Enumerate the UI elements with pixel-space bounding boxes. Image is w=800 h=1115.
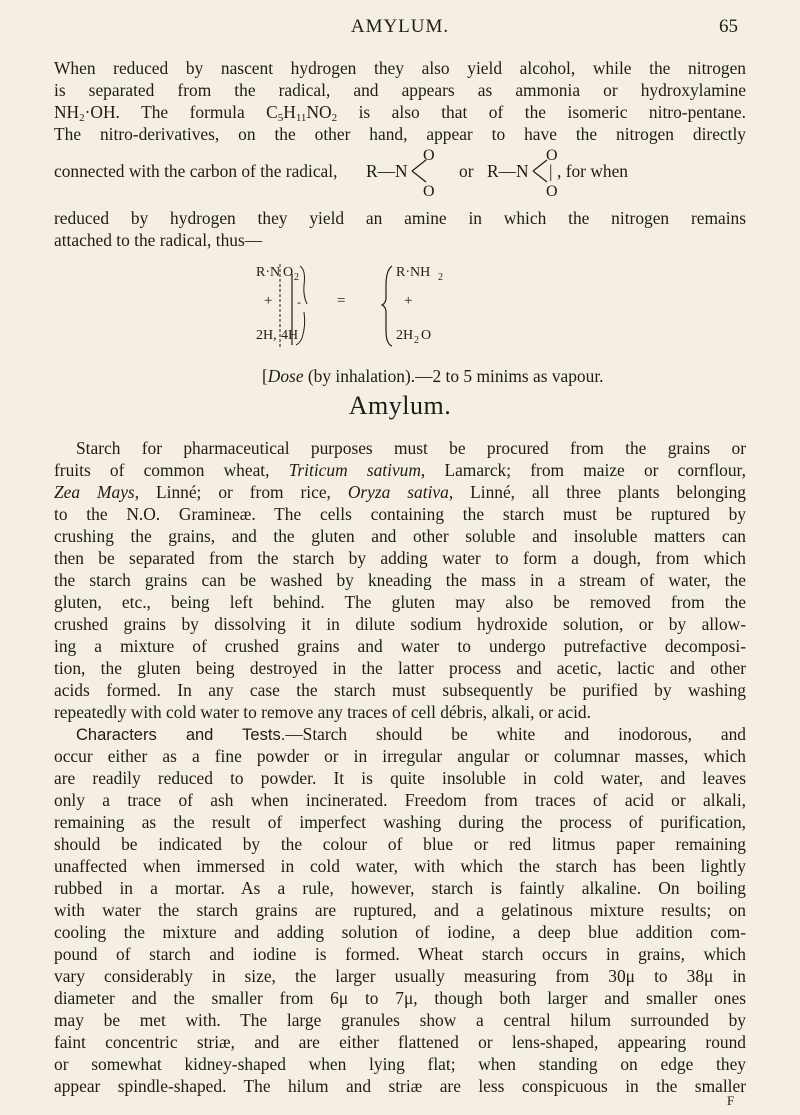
reaction-equation [256, 264, 443, 348]
eq-left-top: R·N [256, 265, 281, 280]
bond-line [412, 171, 426, 182]
page-number: 65 [719, 16, 738, 37]
bond-bar: | [549, 161, 553, 181]
text-line: remaining as the result of imperfect washing during the process of purification, [54, 812, 746, 832]
text-line: occur either as a fine powder or in irregular angular or columnar masses, which [54, 746, 746, 766]
eq-right-bottom: 2H [396, 328, 414, 343]
formula-oxygen: O [546, 183, 558, 200]
bond-line [533, 171, 547, 182]
eq-right-top-sub: 2 [438, 272, 443, 283]
eq-right-top: R·NH [396, 265, 431, 280]
eq-left-top-sub: 2 [294, 272, 299, 283]
section-title: Amylum. [348, 391, 452, 420]
brace [382, 266, 392, 346]
text-line: , for when [557, 161, 628, 181]
text-line: rubbed in a mortar. As a rule, however, starch is faintly alkaline. On boiling [54, 878, 746, 898]
text-line: may be met with. The large granules show a central hilum surrounded by [54, 1010, 746, 1030]
text-line: reduced by hydrogen they yield an amine in which the nitrogen remains [54, 208, 746, 228]
text-line: only a trace of ash when incinerated. Freedom from traces of acid or alkali, [54, 790, 746, 810]
text-line: repeatedly with cold water to remove any traces of cell débris, alkali, or acid. [54, 702, 591, 722]
text-line: with water the starch grains are ruptured, and a gelatinous mixture results; on [54, 900, 746, 920]
text-line: vary considerably in size, the larger usually measuring from 30μ to 38μ in [54, 966, 746, 986]
bracket-dash: - [297, 295, 301, 309]
text-line: should be indicated by the colour of blue or red litmus paper remaining [54, 834, 746, 854]
running-title: AMYLUM. [350, 16, 450, 37]
species-name: Triticum sativum [288, 460, 421, 480]
subsection-heading: Characters and Tests. [76, 726, 286, 744]
signature-mark: F [727, 1093, 735, 1108]
text-line: to the N.O. Gramineæ. The cells containing the starch must be ruptured by [54, 504, 746, 524]
text-line: Starch for pharmaceutical purposes must be procured from the grains or [76, 438, 746, 458]
eq-left-bottom-box: 4H [281, 328, 299, 343]
nitro-structure-line [0, 0, 800, 400]
text-line: The nitro-derivatives, on the other hand, appear to have the nitrogen directly [54, 124, 746, 144]
text-line: fruits of common wheat, Triticum sativum, Lamarck; from maize or cornflour, [54, 460, 746, 480]
text-line: crushing the grains, and the gluten and other soluble and insoluble matters can [54, 526, 746, 546]
eq-left-top-box: O [283, 265, 294, 280]
text-line: are readily reduced to powder. It is quite insoluble in cold water, and leaves [54, 768, 746, 788]
text-line: Zea Mays, Linné; or from rice, Oryza sativa, Linné, all three plants belonging [54, 482, 747, 502]
dose-label: Dose [267, 366, 304, 386]
text-line: appear spindle-shaped. The hilum and striæ are less conspicuous in the smaller [54, 1076, 746, 1096]
bond-line [533, 160, 547, 171]
text-line: faint concentric striæ, and are either flattened or lens-shaped, appearing round [54, 1032, 746, 1052]
eq-right-bottom-end: O [421, 328, 432, 343]
text-line: unaffected when immersed in cold water, with which the starch has been lightly [54, 856, 746, 876]
formula-oxygen: O [423, 147, 435, 164]
text-line: then be separated from the starch by adding water to form a dough, from which [54, 548, 746, 568]
formula-oxygen: O [546, 147, 558, 164]
text-line: acids formed. In any case the starch must subsequently be purified by washing [54, 680, 746, 700]
text-line: diameter and the smaller from 6μ to 7μ, though both larger and smaller ones [54, 988, 746, 1008]
species-name: Zea Mays [54, 482, 135, 502]
formula-oxygen: O [423, 183, 435, 200]
text-line: tion, the gluten being destroyed in the latter process and acetic, lactic and other [54, 658, 746, 678]
eq-left-bottom: 2H, [256, 328, 277, 343]
text-line-formula: $NH_2\cdot OH$. The formula $C_5H_{11}NO_2$ is also that of the isomeric nitro-pentane. [54, 102, 746, 124]
text-line: Characters and Tests.—Starch should be white and inodorous, and [76, 724, 746, 744]
text-line: or somewhat kidney-shaped when lying flat; when standing on edge they [54, 1054, 746, 1074]
text-line: crushed grains by dissolving it in dilute sodium hydroxide solution, or by allow- [54, 614, 746, 634]
species-name: Oryza sativa [347, 482, 449, 502]
text-line: connected with the carbon of the radical, [54, 161, 338, 181]
formula-r-n-2: R—N [487, 161, 529, 181]
text-line: is separated from the radical, and appears as ammonia or hydroxylamine [54, 80, 746, 100]
formula-r-n-1: R—N [366, 161, 408, 181]
text-line: gluten, etc., being left behind. The gluten may also be removed from the [54, 592, 746, 612]
text-line: When reduced by nascent hydrogen they also yield alcohol, while the nitrogen [54, 58, 746, 78]
eq-right-bottom-sub: 2 [414, 335, 419, 346]
eq-plus: + [264, 293, 273, 309]
text-line: the starch grains can be washed by kneading the mass in a stream of water, the [54, 570, 746, 590]
text-line: cooling the mixture and adding solution of iodine, a deep blue addition com- [54, 922, 746, 942]
text-line: attached to the radical, thus— [54, 230, 263, 250]
eq-equals: = [337, 293, 346, 309]
bracket [300, 266, 307, 304]
eq-plus: + [404, 293, 413, 309]
text-line: pound of starch and iodine is formed. Wheat starch occurs in grains, which [54, 944, 746, 964]
dose-line: [Dose (by inhalation).—2 to 5 minims as vapour. [262, 366, 604, 386]
text-line: ing a mixture of crushed grains and water to undergo putrefactive decomposi- [54, 636, 746, 656]
formula-or: or [459, 161, 474, 181]
